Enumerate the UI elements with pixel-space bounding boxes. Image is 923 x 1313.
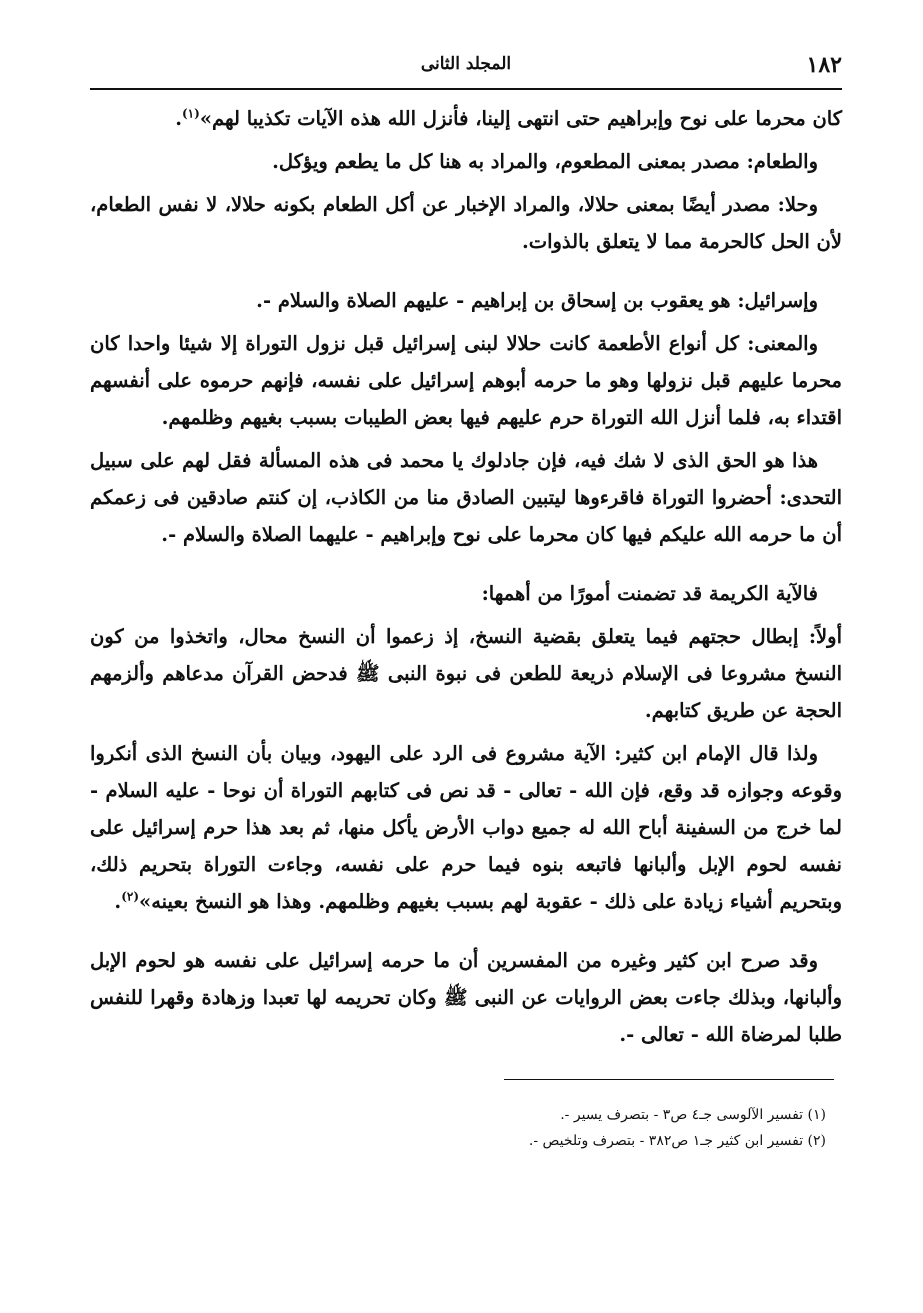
paragraph: والطعام: مصدر بمعنى المطعوم، والمراد به هنا كل ما يطعم ويؤكل.	[272, 150, 818, 173]
paragraph: هذا هو الحق الذى لا شك فيه، فإن جادلوك يا محمد فى هذه المسألة فقل لهم على سبيل التحدى: أحضروا التوراة فاقرءوها ليتبين الصادق منا من الكاذب، إن كنتم صادقين فى زعمكم أن ما حرمه الله عليكم فيها كان محرما على نوح وإبراهيم - عليهما الصلاة والسلام -.	[90, 449, 842, 546]
paragraph: والمعنى: كل أنواع الأطعمة كانت حلالا لبنى إسرائيل قبل نزول التوراة إلا شيئا واحدا كان محرما عليهم قبل نزولها وهو ما حرمه أبوهم إسرائيل على نفسه، فإنهم حرموه على أنفسهم اقتداء به، فلما أنزل الله التوراة حرم عليهم فيها بعض الطيبات بسبب بغيهم وظلمهم.	[90, 332, 842, 429]
footnote-ref: (١)	[181, 106, 200, 121]
footnotes	[90, 1102, 842, 1154]
page-number: ١٨٢	[806, 52, 842, 78]
paragraph: كان محرما على نوح وإبراهيم حتى انتهى إلينا، فأنزل الله هذه الآيات تكذيبا لهم»$^{(١)}$.	[175, 106, 842, 130]
footnote-ref: (٢)	[121, 889, 140, 904]
paragraph: ولذا قال الإمام ابن كثير: الآية مشروع فى الرد على اليهود، وبيان بأن النسخ الذى أنكروا وقوعه وجوازه قد وقع، فإن الله - تعالى - قد نص فى كتابهم التوراة أن نوحا - عليه السلام - لما خرج من السفينة أباح الله له جميع دواب الأرض يأكل منها، ثم بعد هذا حرم إسرائيل على نفسه لحوم الإبل وألبانها فاتبعه بنوه فيما حرم على نفسه، وجاءت التوراة بتحريم ذلك، وبتحريم أشياء زيادة على ذلك - عقوبة لهم بسبب بغيهم وظلمهم. وهذا هو النسخ بعينه»$^{(٢)}$.	[90, 742, 842, 913]
paragraph: وإسرائيل: هو يعقوب بن إسحاق بن إبراهيم - عليهم الصلاة والسلام -.	[256, 289, 818, 312]
paragraph: وحلا: مصدر أيضًا بمعنى حلالا، والمراد الإخبار عن أكل الطعام بكونه حلالا، لا نفس الطعام، لأن الحل كالحرمة مما لا يتعلق بالذوات.	[90, 193, 842, 253]
paragraph: أولاً: إبطال حجتهم فيما يتعلق بقضية النسخ، إذ زعموا أن النسخ محال، واتخذوا من كون النسخ مشروعا فى الإسلام ذريعة للطعن فى نبوة النبى ﷺ فدحض القرآن مدعاهم وألزمهم الحجة عن طريق كتابهم.	[90, 625, 842, 722]
footnote: (١) تفسير الآلوسى جـ٤ ص٣ - بتصرف يسير -.	[560, 1107, 826, 1123]
footnote-divider	[504, 1079, 834, 1080]
page-header	[90, 40, 842, 90]
paragraph: وقد صرح ابن كثير وغيره من المفسرين أن ما حرمه إسرائيل على نفسه هو لحوم الإبل وألبانها، وبذلك جاءت بعض الروايات عن النبى ﷺ وكان تحريمه لها تعبدا وزهادة وقهرا للنفس طلبا لمرضاة الله - تعالى -.	[90, 949, 842, 1046]
footnote: (٢) تفسير ابن كثير جـ١ ص٣٨٢ - بتصرف وتلخيص -.	[528, 1133, 826, 1149]
main-text	[90, 100, 842, 1053]
running-title: المجلد الثانى	[420, 54, 512, 74]
book-page	[90, 40, 842, 1280]
paragraph: فالآية الكريمة قد تضمنت أمورًا من أهمها:	[481, 582, 818, 605]
